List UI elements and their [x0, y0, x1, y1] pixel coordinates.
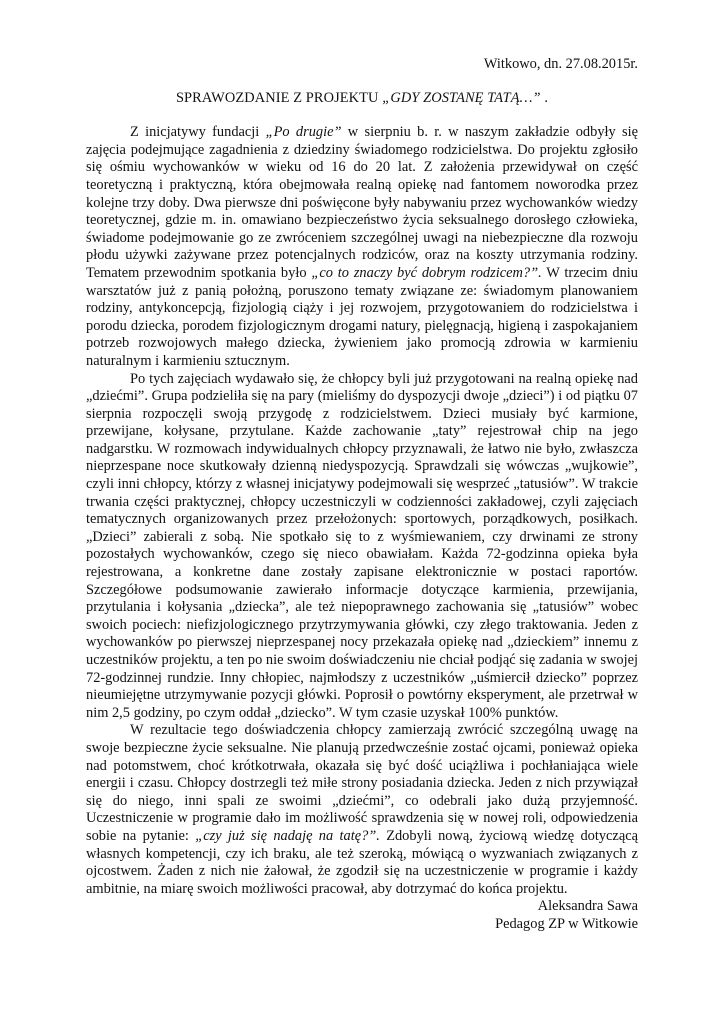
- document-page: [86, 56, 638, 934]
- paragraph-2: [86, 371, 638, 723]
- text-run-italic: „co to znaczy być dobrym rodzicem?”.: [311, 264, 542, 281]
- text-run: Po tych zajęciach wydawało się, że chłopcy byli już przygotowani na realną opiekę nad „dziećmi”. Grupa podzieliła się na pary (mieliśmy do dyspozycji dwoje „dzieci”) i od piątku 07 sierpnia rozpoczęli swoją przygodę z rodzicielstwem. Dzieci musiały być karmione, przewijane, kołysane, przytulane. Każde zachowanie „taty” rejestrował chip na jego nadgarstku. W rozmowach indywidualnych chłopcy przyznawali, że łatwo nie było, zwłaszcza nieprzespane noce skutkowały dzienną niedyspozycją. Sprawdzali się wówczas „wujkowie”, czyli inni chłopcy, którzy z własnej inicjatywy podejmowali się wesprzeć „tatusiów”. W trakcie trwania części praktycznej, chłopcy uczestniczyli w codzienności zakładowej, czyli zajęciach tematycznych organizowanych przez przełożonych: sportowych, porządkowych, posiłkach. „Dzieci” zabierali z sobą. Nie spotkało się to z wyśmiewaniem, czy drwinami ze strony pozostałych wychowanków, czego się nieco obawiałam. Każda 72-godzinna opieka była rejestrowana, a konkretne dane zostały zapisane elektronicznie w postaci raportów. Szczegółowe podsumowanie zawierało informacje dotyczące karmienia, przewijania, przytulania i kołysania „dziecka”, ale też niepoprawnego zachowania się „tatusiów” wobec swoich pociech: niefizjologicznego przytrzymywania główki, czy złego traktowania. Jeden z wychowanków po pierwszej nieprzespanej nocy przekazała opiekę nad „dzieckiem” innemu z uczestników projektu, a ten po nie swoim doświadczeniu nie chciał podjąć się zadania w swojej 72-godzinnej rundzie. Inny chłopiec, najmłodszy z uczestników „uśmiercił dziecko” poprzez nieumiejętne utrzymywanie pozycji główki. Poprosił o powtórny eksperyment, ale przetrwał w nim 2,5 godziny, po czym oddał „dziecko”. W tym czasie uzyskał 100% punktów.: [86, 370, 638, 721]
- text-run: W trzecim dniu warsztatów już z panią położną, poruszono tematy związane ze: świadomym planowaniem rodziny, antykoncepcją, fizjologią ciąży i jej rozwojem, przygotowaniem do rodzicielstwa i porodu dziecka, porodem fizjologicznym drogami natury, pielęgnacją, higieną i zaspokajaniem potrzeb rozwojowych małego dziecka, żywieniem jako promocją zdrowia w karmieniu naturalnym i karmieniu sztucznym.: [86, 264, 638, 369]
- document-title: [86, 90, 638, 108]
- paragraph-1: [86, 124, 638, 370]
- signature-name: Aleksandra Sawa: [537, 898, 638, 915]
- title-prefix: SPRAWOZDANIE Z PROJEKTU: [175, 89, 383, 106]
- text-run: w sierpniu b. r. w naszym zakładzie odbyły się zajęcia podejmujące zagadnienia z dziedziny świadomego rodzicielstwa. Do projektu zgłosiło się ośmiu wychowanków w wieku od 16 do 20 lat. Z założenia przewidywał on część teoretyczną i praktyczną, która obejmowała realną opiekę nad fantomem noworodka przez kolejne trzy doby. Dwa pierwsze dni poświęcone były nabywaniu przez wychowanków wiedzy teoretycznej, gdzie m. in. omawiano bezpieczeństwo życia seksualnego dorosłego człowieka, świadome podejmowanie go ze zwróceniem szczególnej uwagi na niebezpieczne dla rozwoju płodu używki zażywane przez potencjalnych rodziców, oraz na koszty utrzymania rodziny. Tematem przewodnim spotkania było: [86, 124, 638, 281]
- text-run: Z inicjatywy fundacji: [130, 124, 266, 141]
- place-date: Witkowo, dn. 27.08.2015r.: [483, 56, 638, 72]
- text-run: W rezultacie tego doświadczenia chłopcy zamierzają zwrócić szczególną uwagę na swoje bezpieczne życie seksualne. Nie planują przedwcześnie zostać ojcami, ponieważ opieka nad potomstwem, choć krótkotrwała, okazała się być dość uciążliwa i pochłaniająca wiele energii i czasu. Chłopcy dostrzegli też miłe strony posiadania dziecka. Jeden z nich przywiązał się do niego, inni spali ze swoimi „dziećmi”, co odebrali jako dużą przyjemność. Uczestniczenie w programie dało im możliwość sprawdzenia się w nowej roli, odpowiedzenia sobie na pytanie:: [86, 722, 638, 844]
- text-run: Zdobyli nową, życiową wiedzę dotyczącą własnych kompetencji, czy ich braku, ale też szeroką, mówiącą o wyzwaniach związanych z ojcostwem. Żaden z nich nie żałował, że zgodził się na uczestniczenie w programie i każdy ambitnie, na miarę swoich możliwości pracował, aby dotrzymać do końca projektu.: [86, 827, 638, 897]
- text-run-italic: „Po drugie”: [265, 124, 342, 141]
- paragraph-3: [86, 722, 638, 898]
- text-run-italic: „czy już się nadaję na tatę?”.: [195, 827, 380, 844]
- signature-role: Pedagog ZP w Witkowie: [495, 915, 638, 932]
- title-suffix: .: [540, 89, 549, 106]
- title-project-name: „GDY ZOSTANĘ TATĄ…”: [382, 89, 541, 106]
